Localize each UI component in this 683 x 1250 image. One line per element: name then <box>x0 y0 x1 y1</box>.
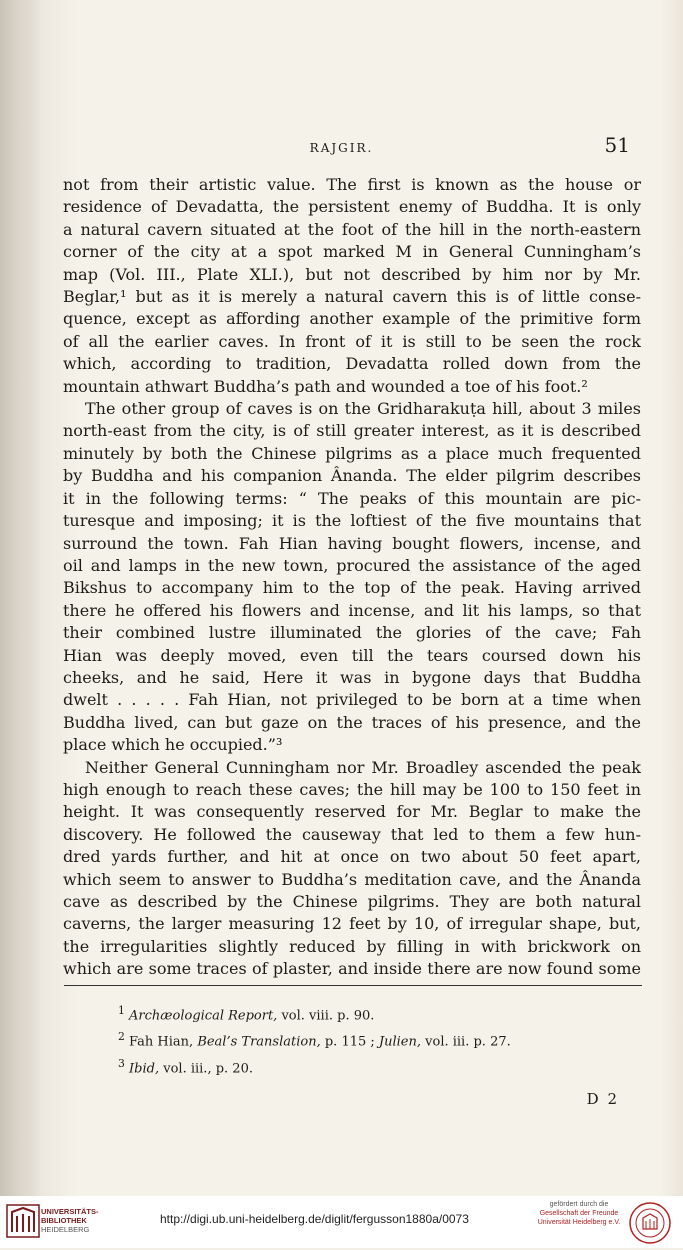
text-line: quence, except as affording another example of the primitive form <box>63 309 641 329</box>
footnote-text: p. 115 ; <box>320 1034 379 1050</box>
university-library-logo-icon[interactable] <box>6 1204 40 1238</box>
sponsor-line: gefördert durch die <box>549 1201 609 1208</box>
text-line: caverns, the larger measuring 12 feet by 10, of irregular shape, but, <box>63 914 641 934</box>
footnote-marker: 2 <box>118 1030 125 1044</box>
footnote-text: vol. iii., p. 20. <box>159 1060 253 1076</box>
text-line: which seem to answer to Buddha’s meditation cave, and the Ânanda <box>63 869 641 889</box>
text-line: corner of the city at a spot marked M in General Cunningham’s <box>63 242 641 262</box>
page-gutter-shadow <box>0 0 42 1196</box>
text-line: residence of Devadatta, the persistent enemy of Buddha. It is only <box>63 197 641 217</box>
text-line: height. It was consequently reserved for Mr. Beglar to make the <box>63 802 641 822</box>
running-head: RAJGIR. <box>309 141 374 155</box>
text-line: their combined lustre illuminated the glories of the cave; Fah <box>63 623 641 643</box>
footnote-text: vol. iii. p. 27. <box>421 1034 511 1050</box>
text-line: dred yards further, and hit at once on two about 50 feet apart, <box>63 847 641 867</box>
text-line: it in the following terms: “ The peaks of this mountain are pic- <box>63 488 641 508</box>
footnote-title: Beal’s Translation, <box>197 1034 321 1050</box>
text-line: cave as described by the Chinese pilgrims. They are both natural <box>63 892 641 911</box>
footnote-3 <box>118 1053 638 1079</box>
society-seal-icon[interactable] <box>628 1201 672 1245</box>
footnote-rule <box>64 985 642 986</box>
sponsor-credit[interactable] <box>534 1200 624 1227</box>
viewer-footer <box>0 1196 683 1248</box>
text-line: Buddha lived, can but gaze on the traces of his presence, and the <box>63 712 641 732</box>
text-line: The other group of caves is on the Gridharakuṭa hill, about 3 miles <box>85 399 641 419</box>
text-line: high enough to reach these caves; the hill may be 100 to 150 feet in <box>63 779 641 799</box>
text-line: Bikshus to accompany him to the top of the peak. Having arrived <box>63 578 641 598</box>
text-line: the irregularities slightly reduced by filling in with brickwork on <box>63 936 641 956</box>
sponsor-line: Universität Heidelberg e.V. <box>537 1219 621 1226</box>
footnote-marker: 1 <box>118 1004 125 1017</box>
text-line: by Buddha and his companion Ânanda. The elder pilgrim describes <box>63 466 641 486</box>
text-line: cheeks, and he said, Here it was in bygone days that Buddha <box>63 667 641 687</box>
footnote-marker: 3 <box>118 1056 125 1070</box>
body-text <box>63 174 641 981</box>
footnote-text: Fah Hian, <box>129 1034 198 1050</box>
signature-mark: D 2 <box>586 1090 619 1108</box>
page-number: 51 <box>604 133 630 157</box>
footnote-text: vol. viii. p. 90. <box>277 1008 375 1024</box>
text-line: which, according to tradition, Devadatta rolled down from the <box>63 354 641 374</box>
footnote-title: Ibid, <box>129 1060 160 1076</box>
footnote-2 <box>118 1026 638 1052</box>
text-line: map (Vol. III., Plate XLI.), but not described by him nor by Mr. <box>63 264 641 284</box>
footnote-1 <box>118 1000 638 1026</box>
footnote-title: Archæological Report, <box>129 1008 278 1024</box>
text-line: Beglar,¹ but as it is merely a natural cavern this is of little conse- <box>63 287 641 307</box>
text-line: oil and lamps in the new town, procured the assistance of the aged <box>63 555 641 575</box>
text-line: Hian was deeply moved, even till the tears coursed down his <box>63 645 641 665</box>
text-line: north-east from the city, is of still greater interest, as it is described <box>63 421 641 441</box>
text-line: place which he occupied.”³ <box>63 735 283 755</box>
logo-line: HEIDELBERG <box>41 1225 90 1234</box>
footnote-title: Julien, <box>378 1034 422 1050</box>
text-line: minutely by both the Chinese pilgrims as a place much frequented <box>63 443 641 463</box>
university-library-name[interactable] <box>41 1207 99 1234</box>
footnotes <box>118 1000 638 1079</box>
logo-line: UNIVERSITÄTS- <box>41 1207 99 1216</box>
text-line: discovery. He followed the causeway that led to them a few hun- <box>63 824 641 844</box>
text-line: a natural cavern situated at the foot of the hill in the north-eastern <box>63 219 641 239</box>
text-line: mountain athwart Buddha’s path and wounded a toe of his foot.² <box>63 376 588 396</box>
text-line: which are some traces of plaster, and inside there are now found some <box>63 959 641 979</box>
text-line: there he offered his flowers and incense, and lit his lamps, so that <box>63 600 641 620</box>
permalink-url[interactable]: http://digi.ub.uni-heidelberg.de/diglit/fergusson1880a/0073 <box>160 1212 469 1226</box>
logo-line: BIBLIOTHEK <box>41 1216 87 1225</box>
text-line: surround the town. Fah Hian having bought flowers, incense, and <box>63 533 641 553</box>
sponsor-line: Gesellschaft der Freunde <box>539 1210 619 1217</box>
text-line: of all the earlier caves. In front of it is still to be seen the rock <box>63 331 641 351</box>
text-line: turesque and imposing; it is the loftiest of the five mountains that <box>63 511 641 531</box>
text-line: Neither General Cunningham nor Mr. Broadley ascended the peak <box>85 757 641 777</box>
text-line: dwelt . . . . . Fah Hian, not privileged to be born at a time when <box>63 690 641 710</box>
text-line: not from their artistic value. The first is known as the house or <box>63 175 641 194</box>
